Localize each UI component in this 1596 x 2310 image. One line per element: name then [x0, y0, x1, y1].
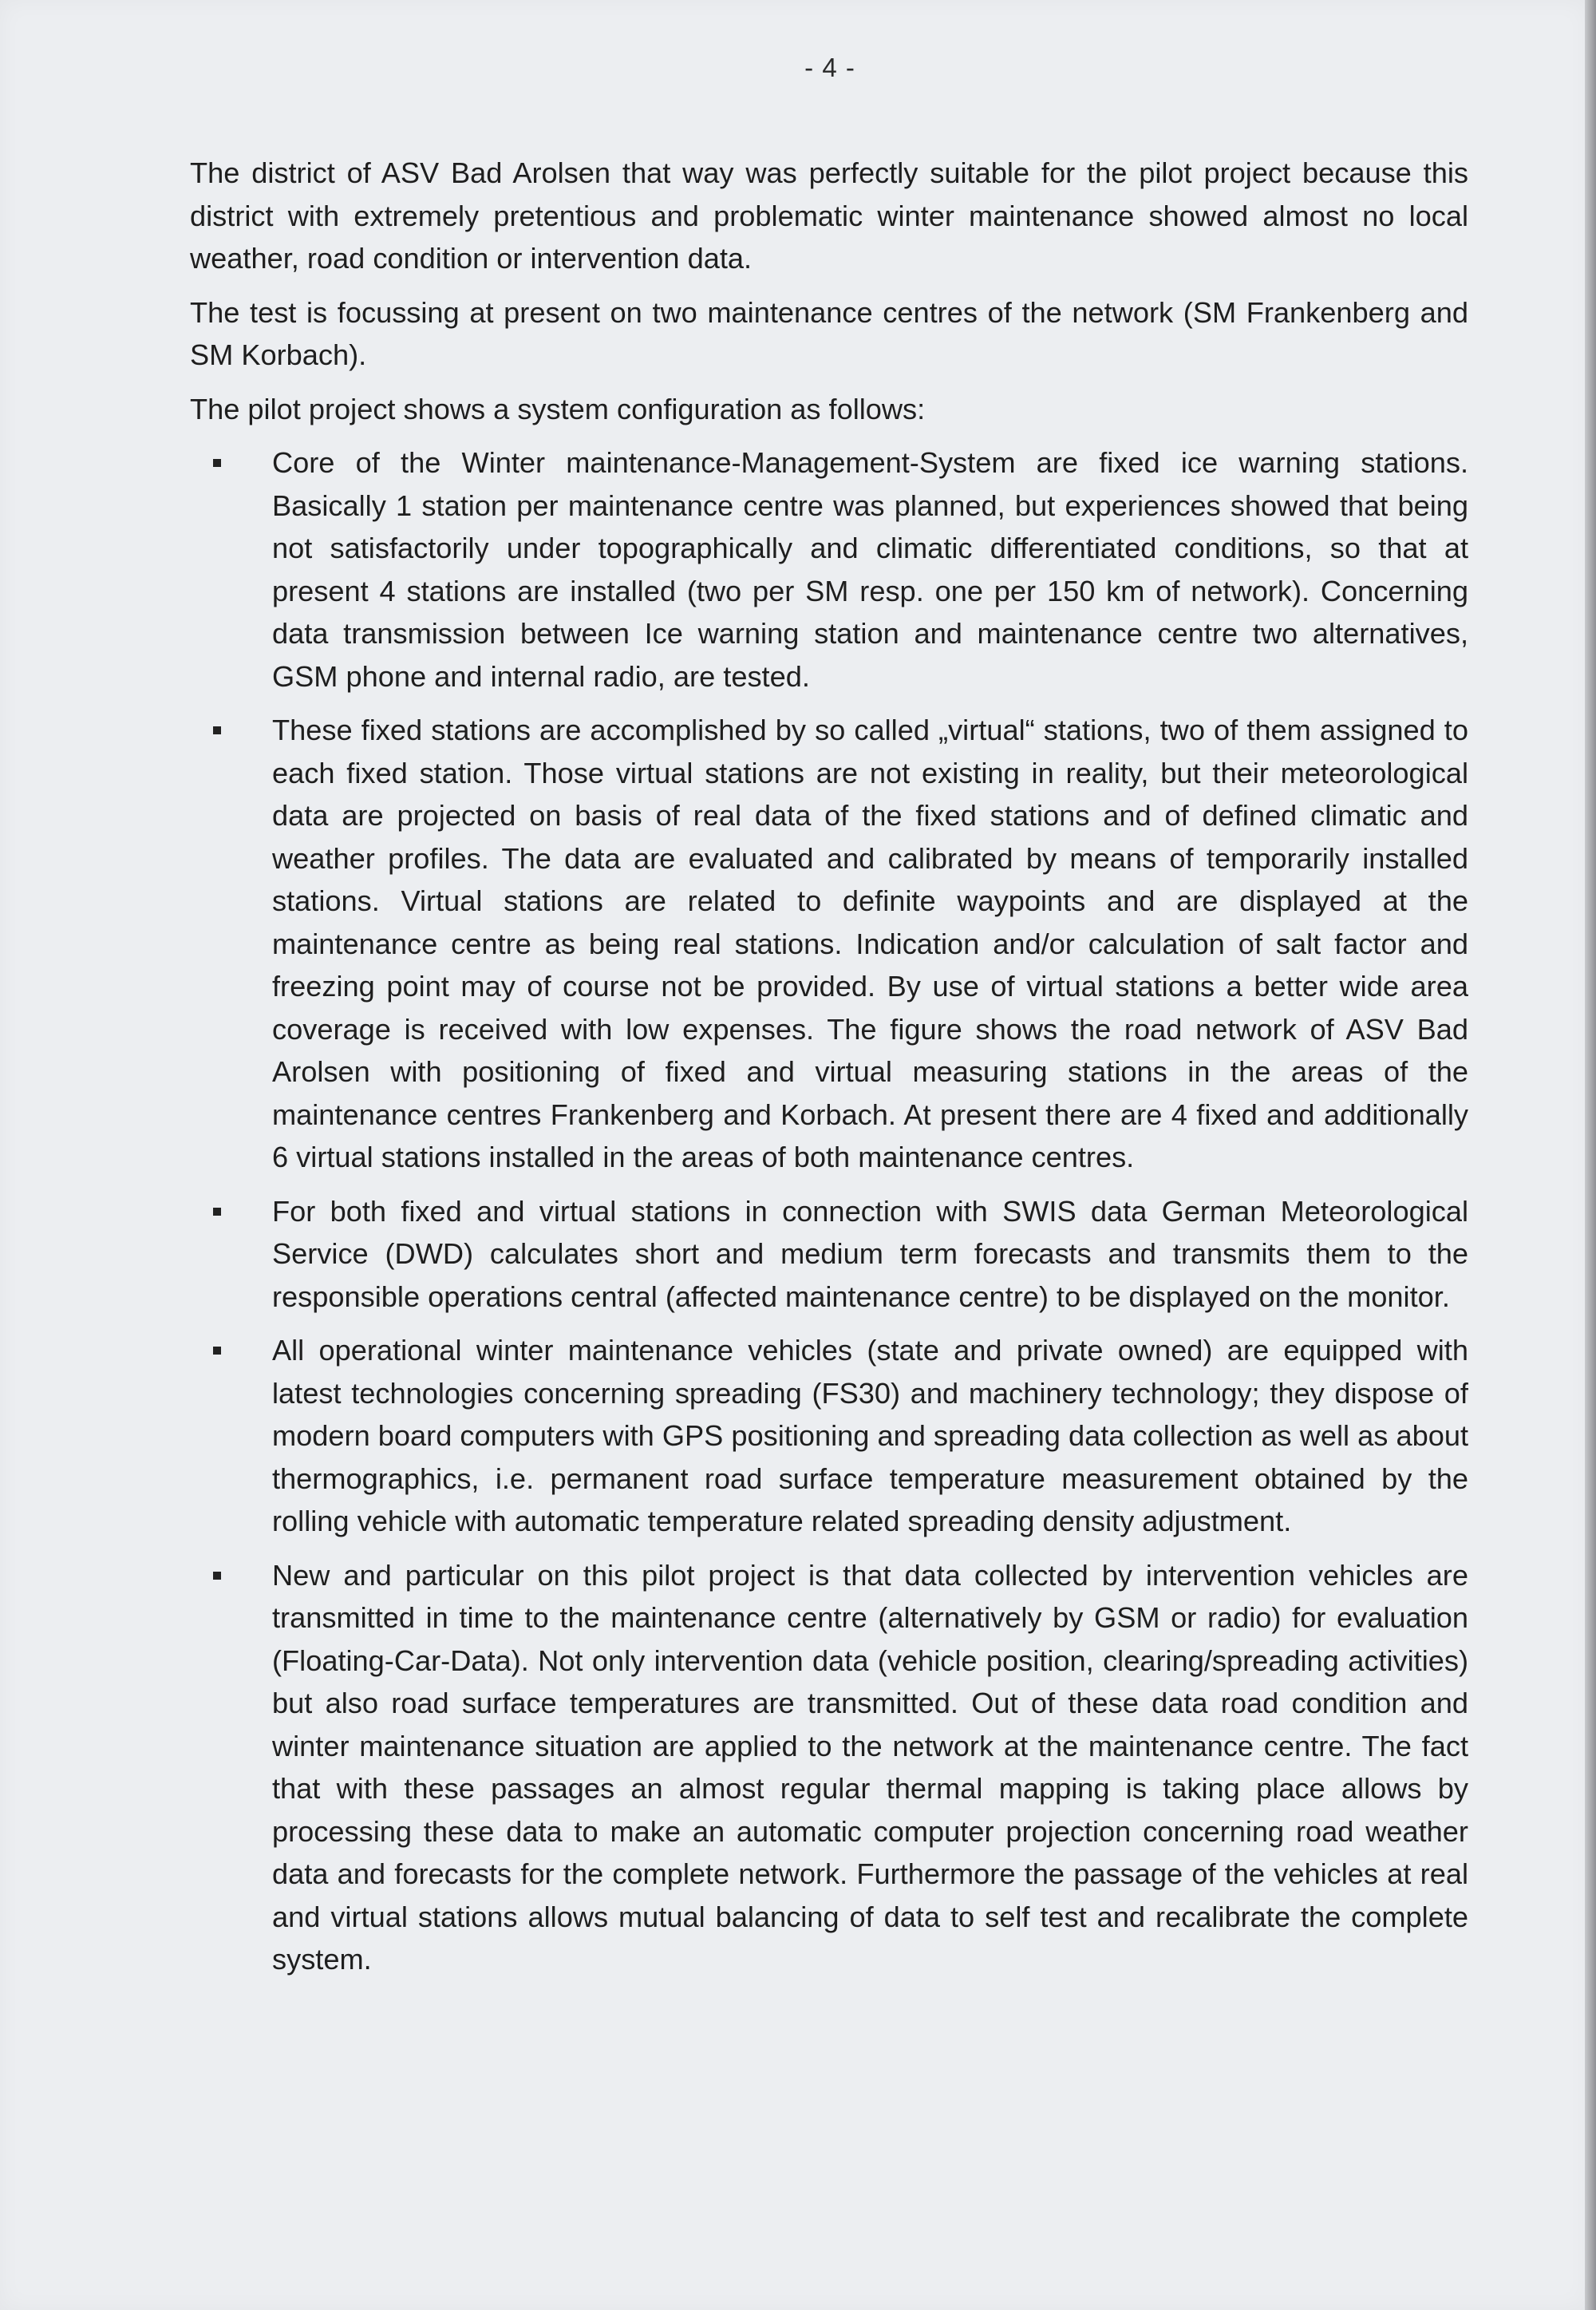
configuration-list: [190, 441, 1468, 1981]
document-body: [190, 152, 1468, 1992]
page-number: - 4 -: [804, 53, 855, 82]
list-item-text: These fixed stations are accomplished by so called „virtual“ stations, two of them assigned to each fixed station. Those virtual stations are not existing in reality, but their meteorological data are projected on basis of real data of the fixed stations and of defined climatic and weather profiles. The data are evaluated and calibrated by means of temporarily installed stations. Virtual stations are related to definite waypoints and are displayed at the maintenance centre as being real stations. Indication and/or calculation of salt factor and freezing point may of course not be provided. By use of virtual stations a better wide area coverage is received with low expenses. The figure shows the road network of ASV Bad Arolsen with positioning of fixed and virtual measuring stations in the areas of the maintenance centres Frankenberg and Korbach. At present there are 4 fixed and additionally 6 virtual stations installed in the areas of both maintenance centres.: [272, 714, 1468, 1173]
list-item-dwd-forecasts: [190, 1190, 1468, 1319]
bullet-square-icon: [213, 1208, 221, 1216]
intro-paragraph: The district of ASV Bad Arolsen that way was perfectly suitable for the pilot project because this district with extremely pretentious and problematic winter maintenance showed almost no local weather, road condition or intervention data.: [190, 156, 1468, 275]
list-item-virtual-stations: [190, 709, 1468, 1179]
list-item-vehicles: [190, 1329, 1468, 1543]
list-item-text: New and particular on this pilot project is that data collected by intervention vehicles are transmitted in time to the maintenance centre (alternatively by GSM or radio) for evaluation (Floating-Car-Data). Not only intervention data (vehicle position, clearing/spreading activities) but also road surface temperatures are transmitted. Out of these data road condition and winter maintenance situation are applied to the network at the maintenance centre. The fact that with these passages an almost regular thermal mapping is taking place allows by processing these data to make an automatic computer projection concerning road weather data and forecasts for the complete network. Furthermore the passage of the vehicles at real and virtual stations allows mutual balancing of data to self test and recalibrate the complete system.: [272, 1558, 1468, 1976]
bullet-square-icon: [213, 459, 221, 467]
bullet-square-icon: [213, 1572, 221, 1580]
list-item-text: For both fixed and virtual stations in connection with SWIS data German Meteorological Service (DWD) calculates short and medium term forecasts and transmits them to the responsible operations central (affected maintenance centre) to be displayed on the monitor.: [272, 1194, 1468, 1313]
configuration-intro-paragraph: The pilot project shows a system configuration as follows:: [190, 392, 926, 425]
list-item-floating-car-data: [190, 1554, 1468, 1981]
bullet-square-icon: [213, 1347, 221, 1355]
list-item-fixed-stations: [190, 441, 1468, 698]
bullet-square-icon: [213, 726, 221, 734]
list-item-text: Core of the Winter maintenance-Management-System are fixed ice warning stations. Basically 1 station per maintenance centre was planned, but experiences showed that being not satisfactorily under topographically and climatic differentiated conditions, so that at present 4 stations are installed (two per SM resp. one per 150 km of network). Concerning data transmission between Ice warning station and maintenance centre two alternatives, GSM phone and internal radio, are tested.: [272, 446, 1468, 693]
scan-edge-shadow: [1585, 0, 1596, 2310]
list-item-text: All operational winter maintenance vehicles (state and private owned) are equipped with latest technologies concerning spreading (FS30) and machinery technology; they dispose of modern board computers with GPS positioning and spreading data collection as well as about thermographics, i.e. permanent road surface temperature measurement obtained by the rolling vehicle with automatic temperature related spreading density adjustment.: [272, 1334, 1468, 1537]
test-focus-paragraph: The test is focussing at present on two maintenance centres of the network (SM Frankenberg and SM Korbach).: [190, 295, 1468, 371]
